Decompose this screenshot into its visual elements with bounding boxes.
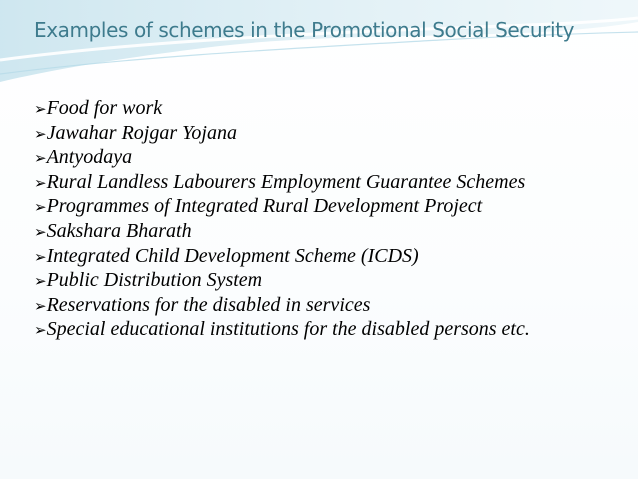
checkmark-arrow-icon: ➢	[34, 173, 47, 192]
checkmark-arrow-icon: ➢	[34, 272, 47, 291]
list-item-text: Integrated Child Development Scheme (ICDS)	[46, 244, 419, 267]
slide-title: Examples of schemes in the Promotional Social Security	[34, 18, 575, 42]
checkmark-arrow-icon: ➢	[34, 222, 47, 241]
list-item	[34, 195, 614, 220]
list-item-text: Special educational institutions for the disabled persons etc.	[46, 318, 530, 341]
list-item-text: Reservations for the disabled in services	[46, 293, 371, 316]
scheme-list	[34, 97, 614, 343]
checkmark-arrow-icon: ➢	[34, 149, 47, 168]
checkmark-arrow-icon: ➢	[34, 124, 47, 143]
list-item-text: Rural Landless Labourers Employment Guarantee Schemes	[46, 170, 526, 193]
list-item-text: Sakshara Bharath	[46, 219, 192, 242]
list-item	[34, 245, 614, 270]
list-item	[34, 122, 614, 147]
list-item	[34, 318, 614, 343]
list-item	[34, 269, 614, 294]
checkmark-arrow-icon: ➢	[34, 100, 47, 118]
list-item	[34, 97, 614, 122]
checkmark-arrow-icon: ➢	[34, 198, 47, 217]
list-item-text: Food for work	[46, 97, 163, 119]
list-item	[34, 294, 614, 319]
checkmark-arrow-icon: ➢	[34, 247, 47, 266]
list-item	[34, 146, 614, 171]
checkmark-arrow-icon: ➢	[34, 296, 47, 315]
list-item	[34, 171, 614, 196]
list-item-text: Programmes of Integrated Rural Development Project	[46, 195, 483, 218]
list-item-text: Public Distribution System	[46, 269, 263, 292]
list-item	[34, 220, 614, 245]
checkmark-arrow-icon: ➢	[34, 321, 47, 340]
list-item-text: Jawahar Rojgar Yojana	[46, 121, 237, 144]
list-item-text: Antyodaya	[46, 146, 133, 169]
